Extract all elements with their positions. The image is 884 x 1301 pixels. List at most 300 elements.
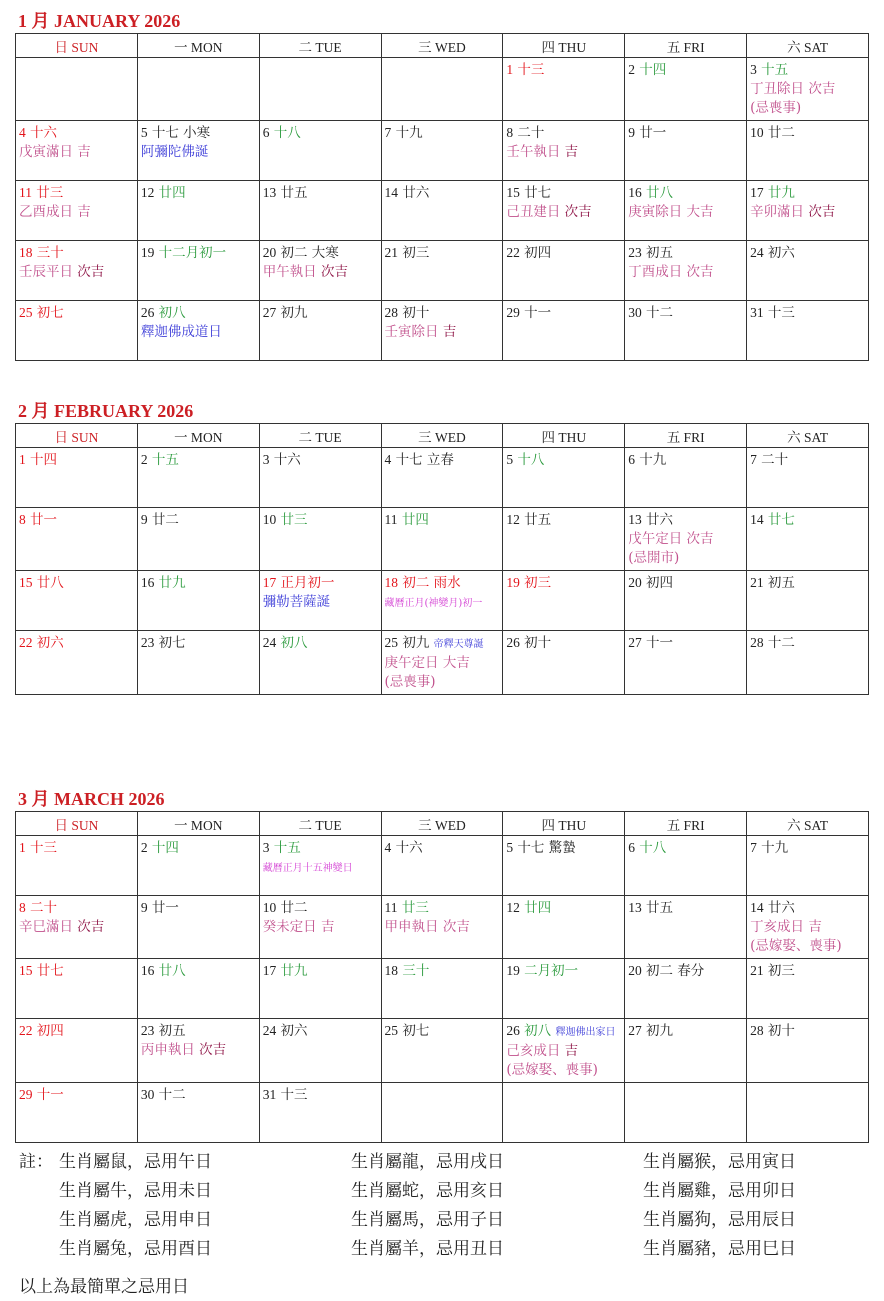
day-content [138,508,259,532]
weekday-header: 一 MON [137,34,259,58]
lunar-date: 十三 [280,1087,308,1103]
day-content [625,58,746,82]
day-note: 乙酉成日 吉 [19,204,91,220]
day-content [382,631,503,694]
note-item: 生肖屬虎，忌用申日 [59,1210,212,1230]
lunar-date: 廿二 [151,512,179,528]
day-content [503,896,624,920]
day-cell [381,448,503,508]
lunar-date: 初三 [524,575,552,591]
day-number: 23 [628,245,642,260]
day-cell [747,448,869,508]
note-item: 生肖屬蛇，忌用亥日 [351,1181,504,1201]
day-note: (忌喪事) [750,100,802,116]
day-number: 2 [140,840,148,855]
day-header-line [19,633,134,653]
day-header-line [506,1021,621,1042]
day-header-line [750,573,865,593]
week-row [16,181,869,241]
day-content [747,301,868,325]
lunar-date: 廿八 [36,575,64,591]
day-content [16,448,137,472]
day-number: 12 [140,185,155,200]
day-header-line [628,633,743,653]
day-number: 16 [140,963,155,978]
day-cell [747,836,869,896]
lunar-date: 二十 [761,452,789,468]
lunar-date: 初七 [158,635,186,651]
day-content [625,241,746,284]
day-cell [747,896,869,959]
day-cell [16,1083,138,1143]
empty-day-cell [381,58,503,121]
day-header-line [385,183,500,203]
lunar-date: 廿六 [402,185,430,201]
day-note: 丁丑除日 次吉 [750,81,836,97]
day-header-line [19,573,134,593]
day-content [138,836,259,860]
day-number: 17 [262,575,277,590]
lunar-date: 十七 立春 [395,452,454,468]
week-row [16,571,869,631]
lunar-date: 三十 [402,963,430,979]
day-number: 5 [140,125,148,140]
lunar-date: 初九 [402,635,430,651]
day-number: 17 [262,963,277,978]
day-cell [137,241,259,301]
day-header-line [385,838,500,858]
week-row [16,631,869,695]
day-number: 5 [506,840,514,855]
day-content [747,508,868,532]
day-cell [137,896,259,959]
day-content [260,181,381,205]
week-row [16,896,869,959]
day-number: 24 [750,245,764,260]
lunar-date: 二月初一 [524,963,579,979]
day-header-line [19,123,134,143]
day-note-line [750,80,865,99]
day-header-line [385,510,500,530]
day-cell [16,448,138,508]
day-header-line [141,510,256,530]
day-number: 20 [628,963,642,978]
lunar-date: 十七 小寒 [151,125,211,141]
day-content [260,241,381,284]
day-content [503,58,624,82]
day-header-line [141,838,256,858]
day-number: 1 [506,62,514,77]
week-row [16,508,869,571]
day-header-line [385,243,500,263]
notes-row [19,1235,869,1264]
month-title-2: 2 月 FEBRUARY 2026 [18,401,194,421]
day-content [625,1019,746,1043]
lunar-date: 初九 [280,305,308,321]
day-header-line [750,243,865,263]
day-content [503,836,624,860]
empty-day-cell [381,1083,503,1143]
day-number: 1 [19,840,26,855]
day-header-line [628,573,743,593]
day-note-line [19,203,134,222]
week-row [16,959,869,1019]
week-row [16,241,869,301]
day-cell [503,896,625,959]
day-header-line [263,243,378,263]
day-header-line [263,123,378,143]
lunar-date: 初五 [646,245,674,261]
day-content [382,448,503,472]
lunar-date: 廿六 [767,900,795,916]
day-number: 22 [506,245,520,260]
day-note: 甲午執日 [262,264,321,280]
day-number: 5 [506,452,514,467]
day-number: 6 [262,125,270,140]
week-row [16,448,869,508]
day-number: 4 [384,840,392,855]
day-content [16,896,137,939]
day-header-line [750,898,865,918]
weekday-header: 日 SUN [16,812,138,836]
day-content [747,959,868,983]
day-note: 戊午定日 次吉 [628,531,714,547]
day-header-line [19,898,134,918]
lunar-date: 初三 [767,963,795,979]
lunar-date: 初二 春分 [646,963,705,979]
day-content [503,571,624,595]
weekday-header: 二 TUE [259,812,381,836]
weekday-header: 三 WED [381,424,503,448]
weekday-header: 一 MON [137,424,259,448]
day-content [382,181,503,205]
day-content [747,896,868,958]
lunar-date: 十一 [524,305,552,321]
day-header-line [506,510,621,530]
day-number: 9 [628,125,635,140]
day-content [747,58,868,120]
day-content [138,571,259,595]
day-header-line [263,1085,378,1105]
day-number: 7 [384,125,392,140]
day-note-line [263,858,378,878]
day-note-line [628,203,743,222]
day-cell [259,1083,381,1143]
day-note-line [750,918,865,937]
day-content [382,508,503,532]
day-note-line [263,263,378,282]
note-item: 生肖屬豬，忌用巳日 [643,1239,796,1259]
lunar-date: 初十 [767,1023,795,1039]
day-header-line [628,303,743,323]
week-row [16,121,869,181]
day-cell [625,959,747,1019]
day-content [260,896,381,939]
lunar-date: 十三 [767,305,795,321]
day-number: 28 [750,1023,764,1038]
day-number: 21 [384,245,399,260]
day-note: (忌嫁娶、喪事) [506,1062,598,1078]
day-number: 11 [384,900,398,915]
day-content [260,508,381,532]
lunar-date: 廿九 [767,185,795,201]
day-number: 31 [750,305,764,320]
day-note: (忌喪事) [384,674,436,690]
day-cell [16,959,138,1019]
day-header-line [628,898,743,918]
note-item: 生肖屬牛，忌用未日 [59,1181,212,1201]
lunar-date: 廿九 [280,963,308,979]
lunar-date: 廿二 [767,125,795,141]
day-cell [747,241,869,301]
lunar-date: 十五 [151,452,179,468]
day-note: 釋迦佛成道日 [140,324,222,340]
day-note-line [19,143,134,162]
day-note-line [628,530,743,549]
day-cell [259,1019,381,1083]
lunar-date: 初十 [402,305,430,321]
day-content [260,1083,381,1107]
day-note-line [628,263,743,282]
day-number: 17 [750,185,764,200]
day-content [16,508,137,532]
day-number: 24 [262,1023,277,1038]
lunar-date: 廿四 [524,900,552,916]
day-note: 次吉 [320,264,348,280]
day-note: 吉 [564,1043,579,1059]
day-header-line [141,183,256,203]
day-cell [137,121,259,181]
festival-note: 釋迦佛出家日 [555,1027,616,1038]
lunar-date: 初六 [767,245,795,261]
day-cell [625,181,747,241]
day-cell [381,896,503,959]
lunar-date: 十九 [761,840,789,856]
day-note-line [385,654,500,673]
note-item: 生肖屬龍，忌用戌日 [351,1152,504,1172]
day-content [138,896,259,920]
day-header-line [19,838,134,858]
day-content [382,1019,503,1043]
day-header-line [385,961,500,981]
day-note-line [385,673,500,692]
day-cell [381,301,503,361]
day-number: 25 [384,635,399,650]
day-header-line [141,633,256,653]
day-number: 4 [384,452,392,467]
day-cell [137,301,259,361]
day-number: 30 [140,1087,155,1102]
notes-row [19,1206,869,1235]
day-number: 25 [384,1023,399,1038]
day-cell [259,121,381,181]
weekday-header: 日 SUN [16,424,138,448]
day-header-line [506,183,621,203]
day-header-line [628,450,743,470]
weekday-header: 二 TUE [259,424,381,448]
day-content [138,1083,259,1107]
day-content [16,1083,137,1107]
lunar-date: 初五 [158,1023,186,1039]
day-note: 庚午定日 大吉 [384,655,470,671]
day-cell [503,121,625,181]
day-cell [503,571,625,631]
lunar-date: 初八 [158,305,186,321]
day-content [138,241,259,265]
day-header-line [506,60,621,80]
day-number: 21 [750,963,764,978]
day-content [16,1019,137,1043]
lunar-date: 十三 [517,62,545,78]
day-header-line [750,1021,865,1041]
day-header-line [385,898,500,918]
day-content [260,836,381,880]
lunar-date: 廿七 [36,963,64,979]
lunar-date: 初七 [402,1023,430,1039]
day-number: 15 [19,963,33,978]
day-cell [137,959,259,1019]
footer-note: 以上為最簡單之忌用日 [19,1277,189,1297]
day-note: 次吉 [808,204,836,220]
day-cell [503,301,625,361]
day-cell [259,301,381,361]
day-note-line [750,203,865,222]
day-number: 14 [750,900,764,915]
day-content [260,959,381,983]
day-note: 戊寅滿日 吉 [19,144,91,160]
day-header-line [385,450,500,470]
day-header-line [141,961,256,981]
day-note-line [19,918,134,937]
week-row [16,1019,869,1083]
day-cell [381,121,503,181]
day-cell [137,631,259,695]
day-header-line [19,1021,134,1041]
day-cell [137,1083,259,1143]
notes-row [19,1148,869,1177]
day-number: 22 [19,1023,33,1038]
day-note: 彌勒菩薩誕 [262,594,331,610]
day-number: 26 [140,305,155,320]
weekday-header: 五 FRI [625,424,747,448]
day-number: 26 [506,1023,520,1038]
day-cell [16,631,138,695]
day-number: 7 [750,840,757,855]
lunar-date: 初八 [280,635,308,651]
day-note: 丁亥成日 吉 [750,919,822,935]
lunar-date: 初五 [767,575,795,591]
day-number: 27 [628,635,642,650]
day-content [747,121,868,145]
day-number: 26 [506,635,520,650]
day-cell [747,58,869,121]
day-note-line [141,143,256,162]
lunar-date: 廿三 [36,185,64,201]
note-item: 生肖屬猴，忌用寅日 [643,1152,796,1172]
day-content [747,571,868,595]
day-content [16,301,137,325]
lunar-date: 十二 [158,1087,186,1103]
day-header-line [506,838,621,858]
day-header-line [141,573,256,593]
empty-day-cell [259,58,381,121]
lunar-date: 初四 [524,245,552,261]
day-header-line [19,303,134,323]
day-cell [625,631,747,695]
day-content [260,448,381,472]
day-cell [259,896,381,959]
day-number: 28 [750,635,764,650]
day-note: 藏曆正月(神變月)初一 [384,598,483,609]
calendar-january [15,33,869,361]
weekday-header-row [16,34,869,58]
day-header-line [506,573,621,593]
day-content [625,571,746,595]
day-note: 己亥成日 [506,1043,565,1059]
day-content [382,121,503,145]
day-cell [381,836,503,896]
month-title-3: 3 月 MARCH 2026 [18,789,165,809]
day-note-line [263,918,378,937]
day-cell [381,1019,503,1083]
day-cell [16,896,138,959]
day-header-line [141,1021,256,1041]
lunar-date: 十九 [395,125,423,141]
lunar-date: 十二 [767,635,795,651]
day-content [16,959,137,983]
day-content [503,448,624,472]
day-content [625,896,746,920]
day-cell [137,836,259,896]
lunar-date: 廿三 [401,900,429,916]
day-content [16,631,137,655]
day-number: 20 [628,575,642,590]
day-cell [259,571,381,631]
lunar-date: 廿三 [280,512,308,528]
lunar-date: 初七 [36,305,64,321]
day-header-line [263,961,378,981]
day-number: 6 [628,840,635,855]
day-content [138,959,259,983]
day-number: 18 [384,963,399,978]
day-number: 7 [750,452,757,467]
day-number: 27 [628,1023,642,1038]
day-number: 12 [506,900,520,915]
day-number: 18 [384,575,399,590]
day-header-line [19,1085,134,1105]
day-header-line [628,510,743,530]
day-number: 3 [262,840,270,855]
weekday-header-row [16,812,869,836]
lunar-date: 十五 [761,62,789,78]
day-header-line [750,60,865,80]
day-content [503,959,624,983]
day-note-line [750,937,865,956]
day-header-line [263,633,378,653]
day-cell [137,181,259,241]
day-content [625,121,746,145]
lunar-date: 正月初一 [280,575,335,591]
lunar-date: 十四 [151,840,179,856]
day-number: 29 [506,305,520,320]
day-note: 丁酉成日 次吉 [628,264,714,280]
day-header-line [141,243,256,263]
day-cell [747,181,869,241]
day-note: 吉 [442,324,457,340]
day-note-line [506,143,621,162]
day-cell [137,571,259,631]
lunar-date: 廿七 [767,512,795,528]
